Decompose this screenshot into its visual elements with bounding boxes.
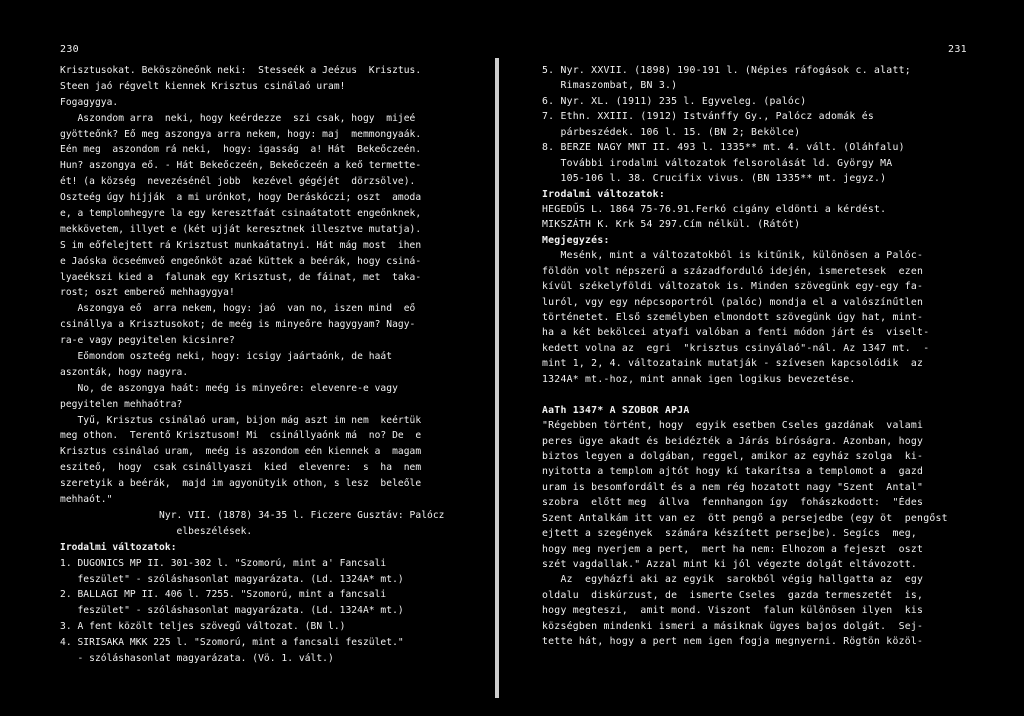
text-line: Tyű, Krisztus csinálaó uram, bijon mág aszt im nem keértük xyxy=(60,414,422,426)
text-line: Eőmondom oszteég neki, hogy: icsigy jaártaónk, de haát xyxy=(60,351,393,363)
text-line: Mesénk, mint a változatokból is kitűnik, különösen a Palóc- xyxy=(542,250,924,262)
text-line: 4. SIRISAKA MKK 225 l. "Szomorú, mint a fancsali feszület." xyxy=(60,637,404,649)
left-page xyxy=(0,0,500,716)
text-line: uram is besomfordált és a nem rég hozatott nagy "Szent Antal" xyxy=(542,481,924,493)
text-line: tette hát, hogy a pert nem igen fogja megnyerni. Rögtön közöl- xyxy=(542,636,924,648)
text-line: hogy meg nyerjem a pert, mert ha nem: Elhozom a fejeszt oszt xyxy=(542,543,924,555)
text-line: Oszteég úgy hijják a mi urónkot, hogy Deráskóczi; oszt amoda xyxy=(60,192,422,204)
text-line: párbeszédek. 106 l. 15. (BN 2; Bekölce) xyxy=(542,126,801,138)
text-line: esziteő, hogy csak csinállyaszi kied elevenre: s ha nem xyxy=(60,462,422,474)
text-line: peres ügye akadt és beidézték a Járás bíróságra. Azonban, hogy xyxy=(542,435,924,447)
text-line: Irodalmi változatok: xyxy=(542,188,665,200)
text-line: Steen jaó régvelt kiennek Krisztus csinálaó uram! xyxy=(60,80,346,92)
text-line: e Jaóska öcseémveő engeőnköt azaé küttek a beérák, hogy csiná- xyxy=(60,255,422,267)
text-line: csinállya a Krisztusokot; de meég is minyeőre hagygyam? Nagy- xyxy=(60,319,416,331)
text-line: ét! (a község nevezésénél jobb kezével gégéjét dörzsölve). xyxy=(60,176,416,188)
text-line: pegyitelen mehhaótra? xyxy=(60,398,183,410)
right-page-text xyxy=(542,63,1002,650)
text-line: mint 1, 2, 4. változataink mutatják - szívesen kapcsolódik az xyxy=(542,358,924,370)
text-line: elbeszélések. xyxy=(60,525,253,537)
book-gutter-rule xyxy=(495,58,499,698)
text-line: meg othon. Terentő Krisztusom! Mi csinállyaónk má no? De e xyxy=(60,430,422,442)
text-line: Irodalmi változatok: xyxy=(60,541,177,553)
text-line: nyitotta a templom ajtót hogy kí takarítsa a templomot a gazd xyxy=(542,466,924,478)
page-number-left: 230 xyxy=(60,44,79,55)
text-line: - szóláshasonlat magyarázata. (Vö. 1. vált.) xyxy=(60,652,334,664)
page-number-right: 231 xyxy=(948,44,967,55)
text-line: Rimaszombat, BN 3.) xyxy=(542,80,678,92)
text-line: 3. A fent közölt teljes szövegű változat. (BN l.) xyxy=(60,621,346,633)
text-line: hogy megteszi, amit mond. Viszont falun különösen ilyen kis xyxy=(542,605,924,617)
text-line: 105-106 l. 38. Crucifix vivus. (BN 1335** mt. jegyz.) xyxy=(542,173,887,185)
text-line: S im eőfelejtett rá Krisztust munkaátatnyi. Hát mág most ihen xyxy=(60,239,422,251)
text-line: Aszongya eő arra nekem, hogy: jaó van no, iszen mind eő xyxy=(60,303,416,315)
text-line: Fogagygya. xyxy=(60,96,119,108)
text-line xyxy=(542,387,1002,402)
text-line: További irodalmi változatok felsorolását ld. György MA xyxy=(542,157,893,169)
text-line: Nyr. VII. (1878) 34-35 l. Ficzere Gusztáv: Palócz xyxy=(60,509,445,521)
text-line: Eén meg aszondom rá neki, hogy: igasság a! Hát Bekeőczeén. xyxy=(60,144,422,156)
text-line: HEGEDŰS L. 1864 75-76.91.Ferkó cigány eldönti a kérdést. xyxy=(542,203,887,215)
text-line: "Régebben történt, hogy egyik esetben Cseles gazdának valami xyxy=(542,420,924,432)
text-line: feszület" - szóláshasonlat magyarázata. (Ld. 1324A* mt.) xyxy=(60,605,404,617)
text-line: mehhaót." xyxy=(60,494,113,506)
text-line: ha a két bekölcei atyafi valóban a fenti módon járt és viselt- xyxy=(542,327,930,339)
text-line: aszonták, hogy nagyra. xyxy=(60,366,189,378)
text-line: községben mindenki ismeri a másiknak ügyes bajos dolgát. Sej- xyxy=(542,620,924,632)
text-line: feszület" - szóláshasonlat magyarázata. (Ld. 1324A* mt.) xyxy=(60,573,404,585)
text-line: 1324A* mt.-hoz, mint annak igen logikus bevezetése. xyxy=(542,373,856,385)
text-line: Hun? aszongya eő. - Hát Bekeőczeén, Bekeőczeén a keő termette- xyxy=(60,160,422,172)
left-page-text xyxy=(60,63,490,667)
text-line: szobra előtt meg állva fennhangon így fohászkodott: "Édes xyxy=(542,497,924,509)
text-line: szét vagdallak." Azzal mint ki jól végezte dolgát eltávozott. xyxy=(542,559,918,570)
text-line: gyötteőnk? Eő meg aszongya arra nekem, hogy: maj memmongyaák. xyxy=(60,128,422,140)
text-line: kívül székelyföldi változatok is. Minden szövegünk egy-egy fa- xyxy=(542,281,924,293)
text-line: 5. Nyr. XXVII. (1898) 190-191 l. (Népies ráfogások c. alatt; xyxy=(542,65,911,76)
text-line: MIKSZÁTH K. Krk 54 297.Cím nélkül. (Rátót) xyxy=(542,219,801,231)
text-line: 2. BALLAGI MP II. 406 l. 7255. "Szomorú, mint a fancsali xyxy=(60,589,387,601)
text-line: AaTh 1347* A SZOBOR APJA xyxy=(542,404,690,416)
text-line: No, de aszongya haát: meég is minyeőre: elevenre-e vagy xyxy=(60,382,398,394)
text-line: e, a templomhegyre la egy keresztfaát csinaátatott engeőnknek, xyxy=(60,208,422,220)
text-line: földön volt népszerű a századforduló idején, ismeretesek ezen xyxy=(542,265,924,277)
text-line: Aszondom arra neki, hogy keérdezze szi csak, hogy mijeé xyxy=(60,112,416,124)
text-line: Megjegyzés: xyxy=(542,234,610,246)
text-line: mekkövetem, illyet e (két ujját keresztnek illesztve mutatja). xyxy=(60,223,422,235)
text-line: 1. DUGONICS MP II. 301-302 l. "Szomorú, mint a' Fancsali xyxy=(60,557,387,569)
text-line: Szent Antalkám itt van ez ött pengő a persejedbe (egy öt pengőst xyxy=(542,512,948,524)
text-line: rost; oszt embereő mehhagygya! xyxy=(60,287,235,299)
right-page xyxy=(512,0,1024,716)
text-line: Krisztus csinálaó uram, meég is aszondom eén kiennek a magam xyxy=(60,446,422,458)
text-line: ejtett a szegények számára készített persejbe). Segícs meg, xyxy=(542,528,918,540)
text-line: Az egyházfi aki az egyik sarokból végig hallgatta az egy xyxy=(542,574,924,586)
text-line: biztos legyen a dolgában, reggel, amikor az egyház szolga ki- xyxy=(542,450,924,462)
text-line: 7. Ethn. XXIII. (1912) Istvánffy Gy., Palócz adomák és xyxy=(542,111,875,123)
text-line: lyaeékszi kied a falunak egy Krisztust, de fáinat, met taka- xyxy=(60,271,422,283)
text-line: 6. Nyr. XL. (1911) 235 l. Egyveleg. (palóc) xyxy=(542,95,807,107)
text-line: ra-e vagy pegyitelen kicsinre? xyxy=(60,335,235,347)
text-line: kedett volna az egri "krisztus csinyálaó"-nál. Az 1347 mt. - xyxy=(542,342,930,354)
text-line: Krisztusokat. Beköszöneőnk neki: Stesseék a Jeézus Krisztus. xyxy=(60,65,422,76)
text-line: oldalu diskúrzust, de ismerte Cseles gazda termeszetét is, xyxy=(542,589,924,601)
text-line: szeretyik a beérák, majd im agyonütyik othon, s lesz beleőle xyxy=(60,478,422,490)
text-line: történetet. Első személyben elmondott szövegünk úgy hat, mint- xyxy=(542,312,924,323)
text-line: luról, vgy egy népcsoportról (palóc) mondja el a valószínűtlen xyxy=(542,296,924,308)
text-line: 8. BERZE NAGY MNT II. 493 l. 1335** mt. 4. vált. (Oláhfalu) xyxy=(542,142,905,154)
